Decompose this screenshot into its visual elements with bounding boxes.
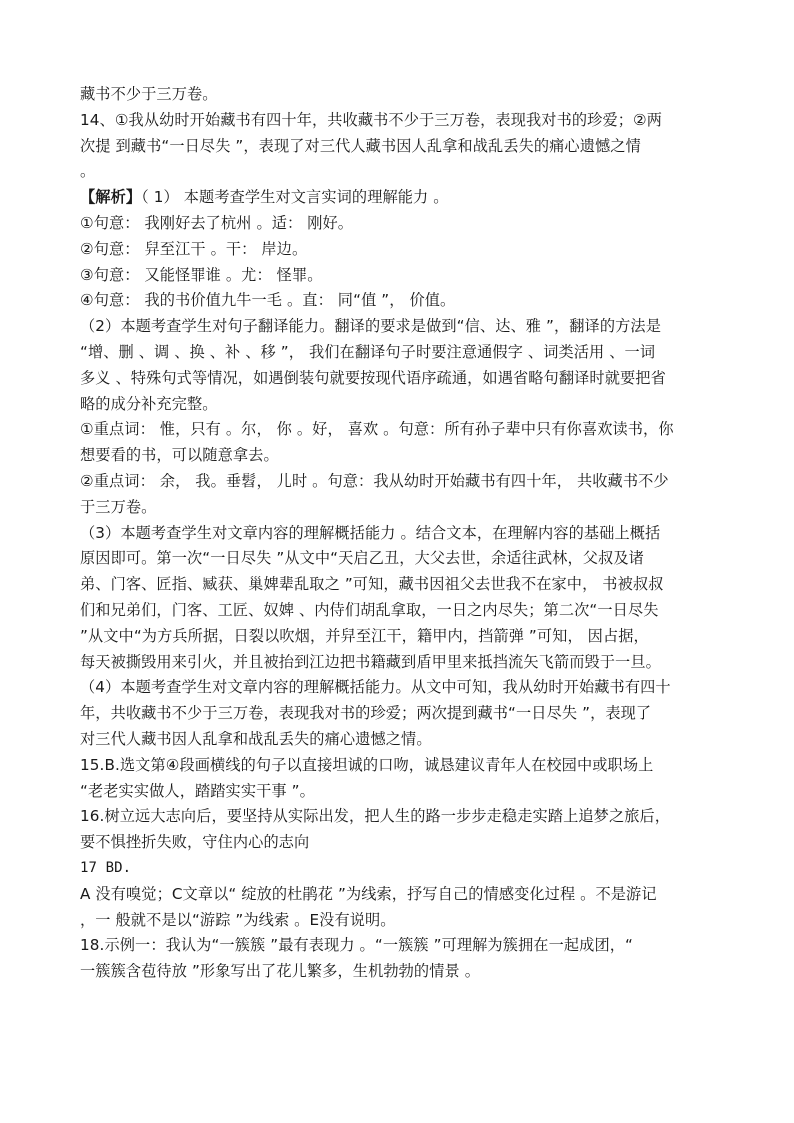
text-line: ④句意： 我的书价值九牛一毛 。直： 同“值 ”， 价值。 bbox=[80, 291, 456, 310]
text-line: “增、删 、调 、换 、补 、移 ”， 我们在翻译句子时要注意通假字 、词类活用 、一词 bbox=[80, 342, 656, 361]
text-line: 要不惧挫折失败，守住内心的志向 bbox=[80, 833, 310, 852]
text-line: ①重点词： 惟，只有 。尔， 你 。好， 喜欢 。句意：所有孙子辈中只有你喜欢读书，你 bbox=[80, 420, 674, 439]
text-line: 一簇簇含苞待放 ”形象写出了花儿繁多，生机勃勃的情景 。 bbox=[80, 962, 481, 981]
analysis-label: 【解析】 bbox=[80, 188, 142, 207]
text-line: 原因即可。第一次“一日尽失 ”从文中“天启乙丑，大父去世，余适往武林，父叔及诸 bbox=[80, 549, 644, 568]
text-line: 18.示例一：我认为“一簇簇 ”最有表现力 。“一簇簇 ”可理解为簇拥在一起成团，“ bbox=[80, 936, 633, 955]
text-line: 14、①我从幼时开始藏书有四十年，共收藏书不少于三万卷，表现我对书的珍爱；②两 bbox=[80, 110, 663, 129]
text-line: （2）本题考查学生对句子翻译能力。翻译的要求是做到“信、达、雅 ”，翻译的方法是 bbox=[80, 317, 661, 336]
text-line: 们和兄弟们，门客、工匠、奴婢 、内侍们胡乱拿取，一日之内尽失；第二次“一日尽失 bbox=[80, 600, 659, 619]
text-line: 略的成分补充完整。 bbox=[80, 394, 218, 413]
text-line: 对三代人藏书因人乱拿和战乱丢失的痛心遗憾之情。 bbox=[80, 729, 432, 748]
text-line: 17 BD. bbox=[80, 859, 132, 876]
text-line: 年，共收藏书不少于三万卷，表现我对书的珍爱；两次提到藏书“一日尽失 ”，表现了 bbox=[80, 704, 652, 723]
text-line: 想要看的书，可以随意拿去。 bbox=[80, 446, 279, 465]
text-line: 弟、门客、匠指、臧获、巢婢辈乱取之 ”可知，藏书因祖父去世我不在家中， 书被叔叔 bbox=[80, 575, 664, 594]
text-line: 于三万卷。 bbox=[80, 497, 157, 516]
analysis-heading-line: 【解析】（ 1） 本题考查学生对文言实词的理解能力 。 bbox=[80, 188, 449, 207]
text-line: 16.树立远大志向后，要坚持从实际出发，把人生的路一步步走稳走实踏上追梦之旅后， bbox=[80, 807, 671, 826]
text-line: （3）本题考查学生对文章内容的理解概括能力 。结合文本，在理解内容的基础上概括 bbox=[80, 523, 661, 542]
text-line: ③句意： 又能怪罪谁 。尤： 怪罪。 bbox=[80, 265, 323, 284]
text-line: 每天被撕毁用来引火，并且被抬到江边把书籍藏到盾甲里来抵挡流矢飞箭而毁于一旦。 bbox=[80, 652, 661, 671]
text-line: ①句意： 我刚好去了杭州 。适： 刚好。 bbox=[80, 213, 354, 232]
text-line: 多义 、特殊句式等情况，如遇倒装句就要按现代语序疏通，如遇省略句翻译时就要把省 bbox=[80, 368, 666, 387]
text-line: “老老实实做人，踏踏实实干事 ”。 bbox=[80, 781, 315, 800]
text-line: 次提 到藏书“一日尽失 ”，表现了对三代人藏书因人乱拿和战乱丢失的痛心遗憾之情 bbox=[80, 136, 641, 155]
text-line: ②重点词： 余， 我。垂髫， 儿时 。句意：我从幼时开始藏书有四十年， 共收藏书不少 bbox=[80, 471, 669, 490]
text-line: （4）本题考查学生对文章内容的理解概括能力。从文中可知，我从幼时开始藏书有四十 bbox=[80, 678, 671, 697]
text-line: 15.B.选文第④段画横线的句子以直接坦诚的口吻，诚恳建议青年人在校园中或职场上 bbox=[80, 755, 654, 774]
text-line: 。 bbox=[80, 162, 96, 181]
text-line: ”从文中“为方兵所据，日裂以吹烟，并舁至江干，籍甲内，挡箭弹 ”可知， 因占据， bbox=[80, 626, 649, 645]
text-line: ，一 般就不是以“游踪 ”为线索 。E没有说明。 bbox=[80, 910, 396, 929]
text-line: 藏书不少于三万卷。 bbox=[80, 85, 218, 103]
text-line: ②句意： 舁至江干 。干： 岸边。 bbox=[80, 239, 308, 258]
text-line: A 没有嗅觉；C文章以“ 绽放的杜鹃花 ”为线索，抒写自己的情感变化过程 。不是游记 bbox=[80, 884, 657, 903]
answer-document bbox=[80, 82, 720, 985]
